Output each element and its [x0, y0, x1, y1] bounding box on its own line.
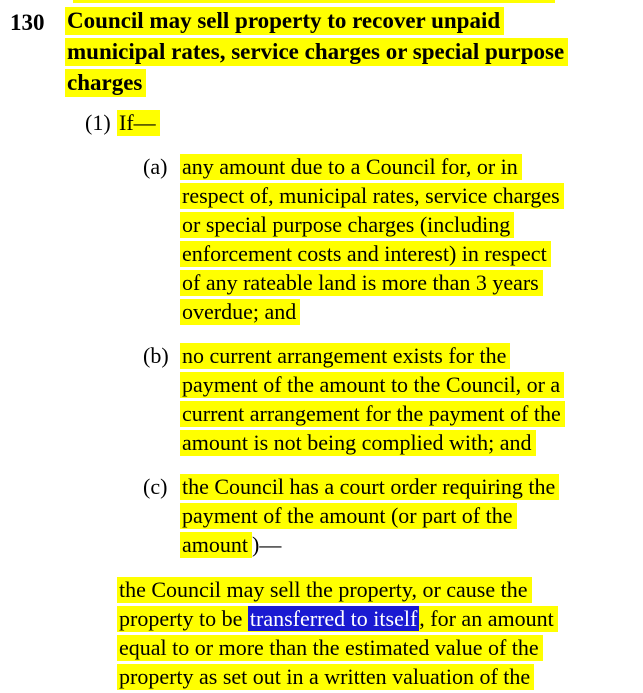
text-line: [117, 108, 160, 137]
text-line: [180, 370, 565, 399]
clause-c: [143, 472, 643, 559]
text-line: [180, 210, 564, 239]
clause-body: [180, 341, 565, 457]
highlighted-text: enforcement costs and interest) in respect: [180, 241, 551, 267]
clause-body: [180, 152, 564, 326]
highlighted-text: If—: [117, 110, 160, 136]
highlighted-text: the Council has a court order requiring the: [180, 474, 559, 500]
heading-line-text: Council may sell property to recover unpaid: [65, 7, 504, 35]
selected-text: transferred to itself: [249, 606, 418, 631]
text-line: [180, 472, 559, 501]
highlighted-text: payment of the amount to the Council, or a: [180, 372, 564, 398]
text-line: [180, 152, 564, 181]
highlighted-text: payment of the amount (or part of the: [180, 503, 517, 529]
text-line: [180, 181, 564, 210]
highlighted-text: equal to or more than the estimated value of the: [117, 635, 543, 661]
highlighted-text: overdue; and: [180, 299, 300, 325]
section-number: 130: [10, 10, 45, 35]
heading-line: [65, 69, 568, 100]
highlighted-text: any amount due to a Council for, or in: [180, 154, 522, 180]
unhighlighted-text: )—: [252, 532, 282, 557]
closing-paragraph: [117, 575, 643, 691]
text-line: [180, 239, 564, 268]
heading-line-text: charges: [65, 69, 146, 97]
highlighted-text: amount is not being complied with; and: [180, 430, 536, 456]
highlighted-text: or special purpose charges (including: [180, 212, 514, 238]
heading-line: [65, 7, 568, 38]
text-line: [180, 341, 565, 370]
highlighted-text: property as set out in a written valuation of the: [117, 664, 534, 690]
highlighted-text: no current arrangement exists for the: [180, 343, 510, 369]
text-line: [117, 604, 643, 633]
clipped-highlight-fragment: [73, 0, 555, 3]
clause-label: (c): [143, 474, 168, 499]
clause-label: (b): [143, 343, 169, 368]
highlighted-text: of any rateable land is more than 3 years: [180, 270, 543, 296]
text-line: [117, 575, 643, 604]
text-line: [180, 399, 565, 428]
post-selection-text: , for an amount: [419, 606, 554, 631]
clause-body: [180, 472, 559, 559]
text-line: [180, 501, 559, 530]
clause-a: [143, 152, 643, 326]
pre-selection-text: property to be: [119, 606, 248, 631]
text-line: [117, 662, 643, 691]
clause-label: (a): [143, 154, 168, 179]
highlighted-text: [117, 606, 558, 632]
clause-b: [143, 341, 643, 457]
text-line: [180, 268, 564, 297]
text-line: [180, 297, 564, 326]
highlighted-text: amount: [180, 532, 252, 558]
section-heading: [65, 7, 568, 100]
text-line: [117, 633, 643, 662]
highlighted-text: current arrangement for the payment of the: [180, 401, 565, 427]
text-line: [180, 428, 565, 457]
heading-line-text: municipal rates, service charges or special purpose: [65, 38, 568, 66]
subsection-body: [117, 108, 160, 137]
heading-line: [65, 38, 568, 69]
section-130: [0, 0, 643, 100]
subsection-1: [85, 108, 643, 137]
subsection-label: (1): [85, 110, 111, 135]
text-line: [180, 530, 559, 559]
highlighted-text: respect of, municipal rates, service charges: [180, 183, 564, 209]
highlighted-text: the Council may sell the property, or cause the: [117, 577, 532, 603]
